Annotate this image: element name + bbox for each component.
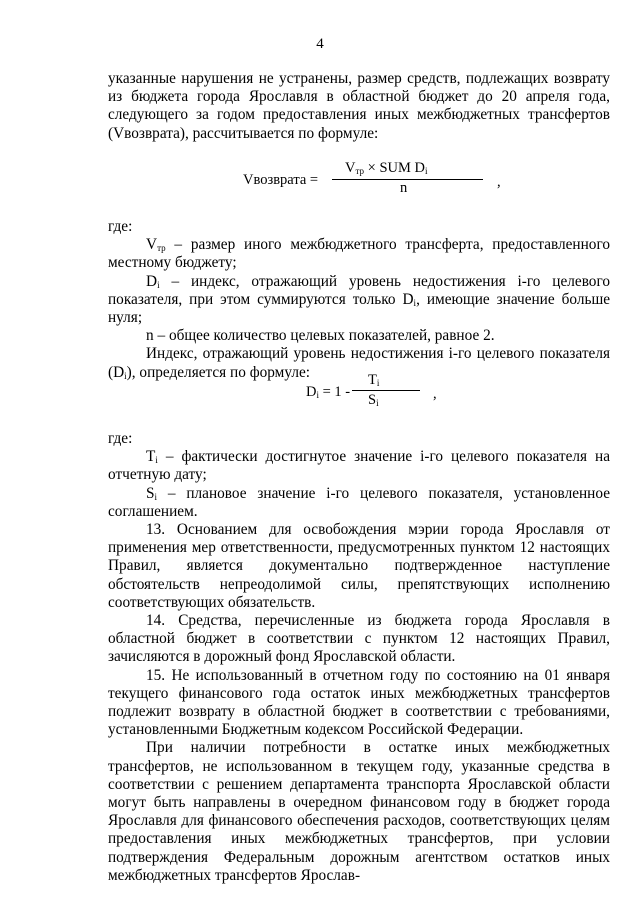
definition-di: $D_i$ – индекс, отражающий уровень недостижения i-го целевого показателя, при этом суммируются только $D_i$, имеющие значение больше нуля; — [108, 272, 611, 327]
paragraph-15: 15. Не использованный в отчетном году по состоянию на 01 января текущего финансового года остаток иных межбюджетных трансфертов подлежит возврату в областной бюджет в соответствии с требованиями, установленными Бюджетным кодексом Российской Федерации. — [108, 666, 610, 739]
definitions-block-1 — [108, 218, 610, 382]
definition-si: $S_i$ – плановое значение i-го целевого показателя, установленное соглашением. — [108, 484, 610, 520]
intro-paragraph: указанные нарушения не устранены, размер средств, подлежащих возврату из бюджета города Ярославля в областной бюджет до 20 апреля года, следующего за годом предоставления иных межбюджетных трансфертов (Vвозврата), рассчитывается по формуле: — [108, 70, 610, 142]
formula1-lhs: Vвозврата = — [243, 172, 319, 188]
where-label-2: где: — [108, 430, 133, 447]
formula1-numerator: $V_{тр}$ × SUM $D_i$ — [345, 160, 428, 176]
formula1-fraction-bar — [332, 179, 483, 180]
formula1-denominator: n — [400, 180, 408, 196]
definitions-block-2 — [108, 430, 610, 885]
paragraph-remainder-need: При наличии потребности в остатке иных межбюджетных трансфертов, не использованном в текущем году, указанные средства в соответствии с решением департамента транспорта Ярославской области могут быть направлены в очередном финансовом году в бюджет города Ярославля для финансового обеспечения расходов, соответствующих целям предоставления иных межбюджетных трансфертов, при условии подтверждения Федеральным дорожным агентством остатков иных межбюджетных трансфертов Ярослав- — [108, 739, 610, 884]
definition-vtr: $V_{тр}$ – размер иного межбюджетного трансферта, предоставленного местному бюджету; — [108, 236, 610, 272]
paragraph-14: 14. Средства, перечисленные из бюджета города Ярославля в областной бюджет в соответствии с пунктом 12 настоящих Правил, зачисляются в дорожный фонд Ярославской области. — [108, 612, 610, 666]
formula2-fraction-bar — [352, 390, 420, 391]
definition-n: n – общее количество целевых показателей, равное 2. — [146, 327, 495, 345]
formula2-denominator: $S_i$ — [368, 392, 379, 408]
paragraph-13: 13. Основанием для освобождения мэрии города Ярославля от применения мер ответственности, предусмотренных пунктом 12 настоящих Правил, является документально подтвержденное наступление обстоятельств непреодолимой силы, препятствующих исполнению соответствующих обязательств. — [108, 521, 610, 611]
where-label-1: где: — [108, 218, 133, 235]
formula1-comma: , — [497, 174, 501, 190]
formula2-lhs: $D_i = 1$ - — [306, 384, 351, 400]
definition-ti: $T_i$ – фактически достигнутое значение i-го целевого показателя на отчетную дату; — [108, 448, 610, 484]
page-number: 4 — [316, 36, 324, 52]
formula2-numerator: $T_i$ — [368, 372, 380, 388]
formula2-comma: , — [433, 386, 437, 402]
intro-block — [108, 70, 610, 143]
index-paragraph: Индекс, отражающий уровень недостижения i-го целевого показателя $(D_i)$, определяется по формуле: — [108, 345, 610, 381]
